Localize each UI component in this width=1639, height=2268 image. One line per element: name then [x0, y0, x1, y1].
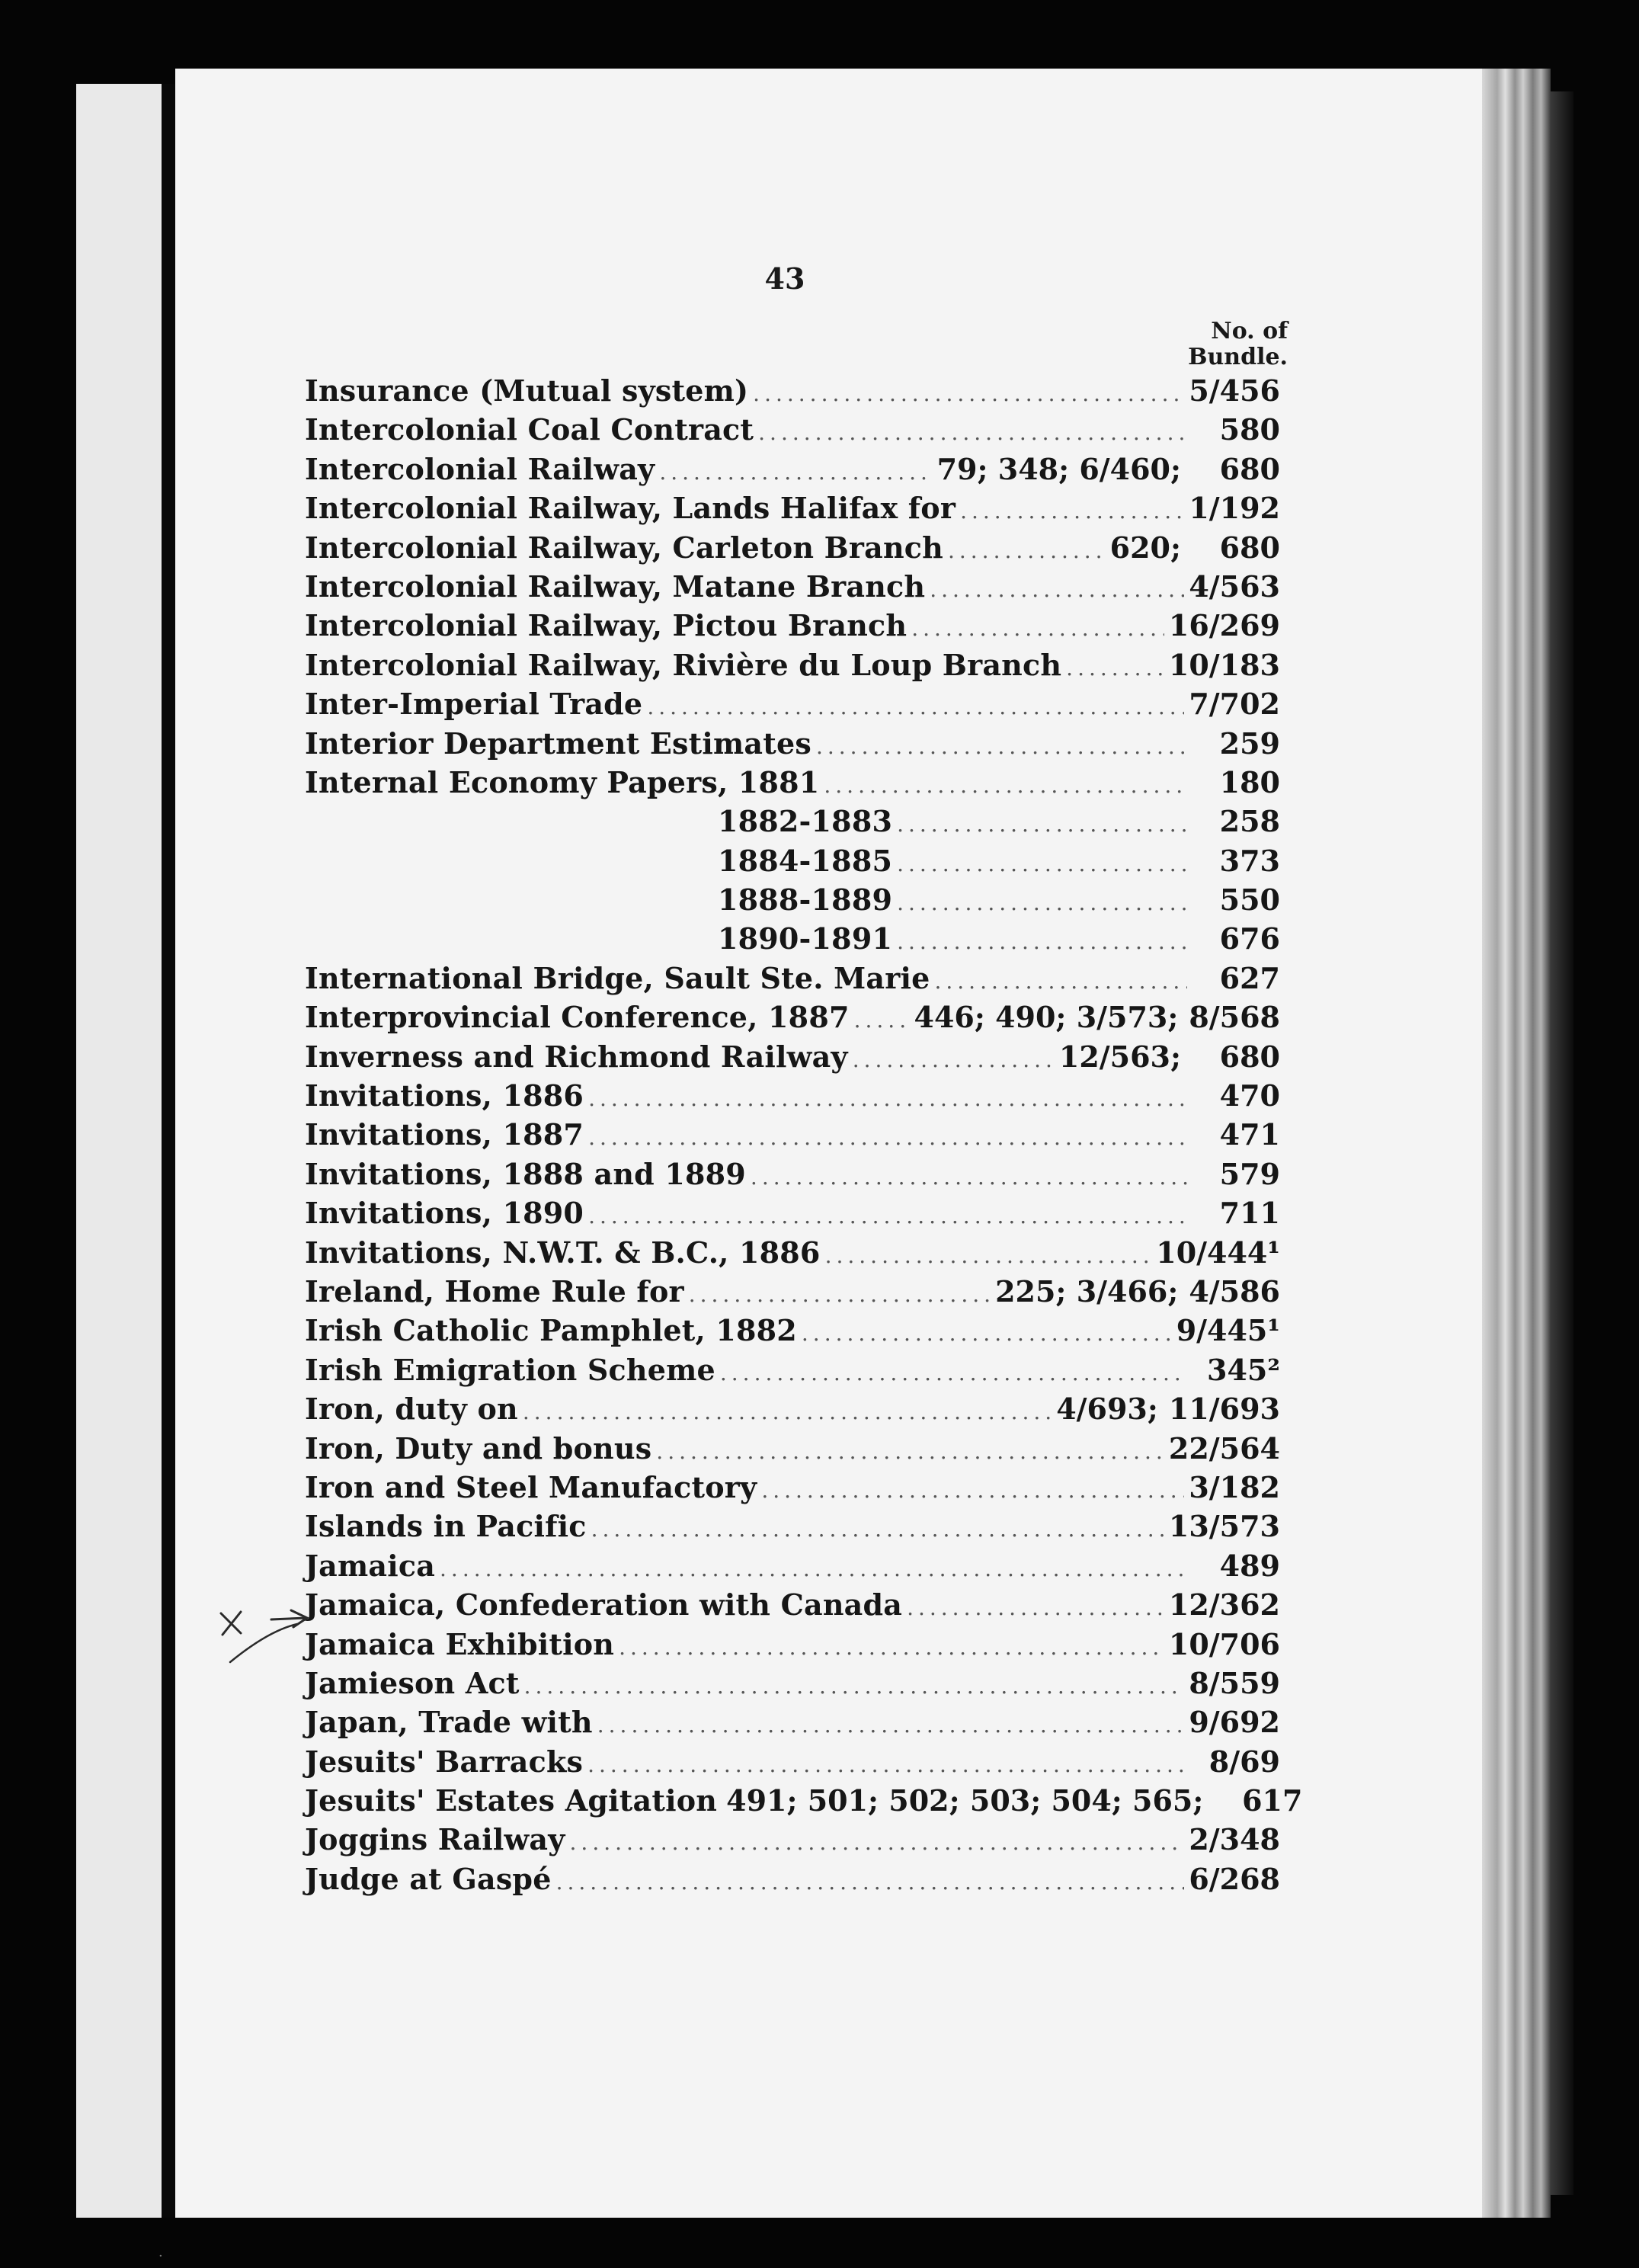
dot-leader	[802, 1321, 1172, 1346]
entry-bundle-number: 12/362	[1168, 1587, 1280, 1623]
entry-bundle-number: 5/456	[1189, 373, 1280, 408]
entry-label: Intercolonial Railway, Rivière du Loup Branch	[305, 647, 1062, 682]
entry-label: Invitations, 1890	[305, 1196, 584, 1231]
entry-bundle-number: 3/182	[1189, 1469, 1280, 1504]
entry-label: Joggins Railway	[305, 1822, 565, 1857]
entry-label: Iron, Duty and bonus	[305, 1430, 652, 1466]
entry-bundle-number: 4/563	[1189, 569, 1280, 604]
entry-label: Inter-Imperial Trade	[305, 687, 643, 722]
entry-label: Iron, duty on	[305, 1392, 518, 1427]
page-stack-edge	[1482, 69, 1551, 2218]
index-entry-list	[305, 373, 1303, 1901]
index-entry	[305, 921, 1280, 960]
index-entry	[305, 373, 1280, 412]
entry-label: Jesuits' Estates Agitation	[305, 1783, 718, 1818]
entry-bundle-number: 489	[1219, 1548, 1280, 1583]
index-entry	[305, 844, 1280, 883]
entry-refs: 620;	[1109, 530, 1181, 565]
index-entry	[305, 1040, 1280, 1078]
entry-label: Intercolonial Railway, Pictou Branch	[305, 608, 908, 643]
entry-bundle-number: 345²	[1207, 1352, 1280, 1387]
index-entry	[305, 608, 1280, 647]
dot-leader	[853, 1047, 1055, 1072]
index-entry	[305, 1744, 1280, 1783]
entry-bundle-number: 4/586	[1189, 1273, 1280, 1309]
entry-bundle-number: 9/692	[1189, 1705, 1280, 1740]
dot-leader	[825, 1243, 1152, 1268]
entry-label: Jamieson Act	[305, 1665, 520, 1700]
dot-leader	[588, 1125, 1187, 1150]
dot-leader	[659, 460, 932, 485]
entry-refs: 491; 501; 502; 503; 504; 565;	[726, 1783, 1204, 1818]
index-entry	[305, 1000, 1280, 1039]
entry-label: 1888-1889	[718, 883, 893, 918]
index-entry	[305, 1313, 1280, 1352]
index-entry	[305, 1549, 1280, 1587]
page-number: 43	[764, 261, 805, 296]
dot-leader	[587, 1752, 1187, 1777]
index-entry	[305, 804, 1280, 843]
entry-bundle-number: 11/693	[1168, 1392, 1280, 1427]
entry-label: Interior Department Estimates	[305, 726, 811, 761]
index-entry	[305, 452, 1280, 491]
index-entry	[305, 1470, 1280, 1509]
entry-bundle-number: 7/702	[1189, 687, 1280, 722]
index-entry	[305, 530, 1280, 569]
index-entry	[305, 569, 1280, 608]
entry-label: Internal Economy Papers, 1881	[305, 764, 820, 799]
entry-label: Insurance (Mutual system)	[305, 373, 749, 408]
entry-bundle-number: 711	[1219, 1196, 1280, 1231]
entry-refs: 12/563;	[1058, 1039, 1181, 1074]
entry-bundle-number: 180	[1219, 764, 1280, 799]
dot-leader	[440, 1556, 1187, 1581]
index-entry	[305, 648, 1280, 687]
dot-leader	[656, 1439, 1164, 1464]
dot-leader	[524, 1674, 1185, 1699]
entry-label: Intercolonial Railway, Carleton Branch	[305, 530, 943, 565]
dot-leader	[591, 1517, 1164, 1542]
index-entry	[305, 1627, 1280, 1666]
handwritten-x-arrow-mark	[215, 1597, 314, 1665]
dot-leader	[619, 1635, 1164, 1660]
entry-label: Invitations, N.W.T. & B.C., 1886	[305, 1235, 821, 1270]
entry-bundle-number: 259	[1219, 726, 1280, 761]
entry-label: 1884-1885	[718, 843, 893, 878]
index-entry	[305, 1783, 1303, 1822]
dot-leader	[523, 1399, 1052, 1424]
dot-leader	[758, 420, 1187, 445]
entry-label: Intercolonial Coal Contract	[305, 412, 754, 447]
entry-bundle-number: 8/69	[1208, 1744, 1280, 1779]
entry-bundle-number: 680	[1219, 1039, 1280, 1074]
entry-label: Japan, Trade with	[305, 1705, 593, 1740]
entry-bundle-number: 258	[1219, 804, 1280, 839]
index-entry	[305, 1353, 1280, 1392]
entry-refs: 225; 3/466;	[995, 1273, 1179, 1309]
dot-leader	[720, 1360, 1187, 1385]
entry-bundle-number: 471	[1219, 1117, 1280, 1152]
index-entry	[305, 1431, 1280, 1470]
entry-label: Jesuits' Barracks	[305, 1744, 584, 1779]
entry-refs: 446; 490; 3/573;	[914, 1000, 1179, 1035]
entry-label: Jamaica Exhibition	[305, 1626, 615, 1661]
entry-label: Invitations, 1888 and 1889	[305, 1156, 746, 1191]
entry-label: Jamaica, Confederation with Canada	[305, 1587, 903, 1623]
entry-bundle-number: 16/269	[1168, 608, 1280, 643]
dot-leader	[934, 969, 1187, 994]
dot-leader	[588, 1203, 1187, 1228]
index-entry	[305, 961, 1280, 1000]
index-entry	[305, 765, 1280, 804]
bundle-column-header-line-1: No. of	[1211, 318, 1288, 344]
index-entry	[305, 1587, 1280, 1626]
entry-refs: 79; 348; 6/460;	[936, 451, 1181, 486]
dot-leader	[761, 1478, 1184, 1503]
index-entry	[305, 412, 1280, 451]
dot-leader	[647, 694, 1184, 719]
entry-label: Intercolonial Railway	[305, 451, 655, 486]
dot-leader	[930, 577, 1184, 602]
entry-bundle-number: 617	[1242, 1783, 1303, 1818]
dot-leader	[751, 1164, 1187, 1190]
dot-leader	[570, 1830, 1185, 1855]
entry-bundle-number: 10/706	[1168, 1626, 1280, 1661]
entry-label: Interprovincial Conference, 1887	[305, 1000, 850, 1035]
dot-leader	[897, 890, 1187, 915]
entry-label: Invitations, 1887	[305, 1117, 584, 1152]
dot-leader	[753, 381, 1184, 406]
facing-page-edge	[76, 84, 162, 2218]
page-stack-shadow	[1551, 91, 1573, 2195]
entry-bundle-number: 680	[1219, 530, 1280, 565]
entry-bundle-number: 580	[1219, 412, 1280, 447]
entry-bundle-number: 8/568	[1189, 1000, 1280, 1035]
entry-bundle-number: 579	[1219, 1156, 1280, 1191]
dot-leader	[1066, 655, 1164, 681]
entry-label: Judge at Gaspé	[305, 1861, 552, 1896]
index-entry	[305, 687, 1280, 726]
index-entry	[305, 883, 1280, 921]
dot-leader	[897, 812, 1187, 837]
index-entry	[305, 1196, 1280, 1235]
index-entry	[305, 1157, 1280, 1196]
entry-label: 1882-1883	[718, 804, 893, 839]
index-entry	[305, 491, 1280, 530]
entry-bundle-number: 373	[1219, 843, 1280, 878]
entry-label: International Bridge, Sault Ste. Marie	[305, 960, 930, 995]
entry-bundle-number: 680	[1219, 451, 1280, 486]
entry-label: Inverness and Richmond Railway	[305, 1039, 848, 1074]
entry-label: Islands in Pacific	[305, 1509, 587, 1544]
dot-leader	[556, 1869, 1185, 1895]
entry-label: Irish Catholic Pamphlet, 1882	[305, 1313, 797, 1348]
dot-leader	[897, 851, 1187, 876]
index-entry	[305, 1274, 1280, 1313]
dot-leader	[854, 1007, 910, 1033]
dot-leader	[588, 1086, 1187, 1111]
dot-leader	[824, 773, 1187, 798]
index-entry	[305, 1862, 1280, 1901]
entry-bundle-number: 8/559	[1189, 1665, 1280, 1700]
index-entry	[305, 1078, 1280, 1117]
dot-leader	[597, 1712, 1185, 1738]
index-entry	[305, 1705, 1280, 1744]
entry-bundle-number: 2/348	[1189, 1822, 1280, 1857]
dot-leader	[960, 498, 1184, 524]
entry-label: Intercolonial Railway, Lands Halifax for	[305, 491, 956, 526]
entry-bundle-number: 1/192	[1189, 491, 1280, 526]
entry-label: Jamaica	[305, 1548, 436, 1583]
entry-label: 1890-1891	[718, 921, 893, 956]
index-entry	[305, 1117, 1280, 1156]
entry-bundle-number: 470	[1219, 1078, 1280, 1113]
entry-label: Iron and Steel Manufactory	[305, 1469, 757, 1504]
bundle-column-header	[1135, 319, 1288, 370]
dot-leader	[897, 929, 1187, 954]
entry-label: Intercolonial Railway, Matane Branch	[305, 569, 926, 604]
dot-leader	[907, 1595, 1164, 1620]
dot-leader	[689, 1282, 991, 1307]
entry-label: Irish Emigration Scheme	[305, 1352, 715, 1387]
scan-speck	[158, 2248, 169, 2256]
entry-refs: 4/693;	[1056, 1392, 1158, 1427]
dot-leader	[948, 538, 1106, 563]
entry-bundle-number: 10/444¹	[1156, 1235, 1280, 1270]
index-entry	[305, 1822, 1280, 1861]
entry-label: Invitations, 1886	[305, 1078, 584, 1113]
entry-bundle-number: 22/564	[1168, 1430, 1280, 1466]
entry-bundle-number: 10/183	[1168, 647, 1280, 682]
entry-bundle-number: 676	[1219, 921, 1280, 956]
index-entry	[305, 1509, 1280, 1548]
entry-bundle-number: 9/445¹	[1176, 1313, 1280, 1348]
index-entry	[305, 1235, 1280, 1274]
bundle-column-header-line-2: Bundle.	[1188, 344, 1288, 370]
entry-bundle-number: 6/268	[1189, 1861, 1280, 1896]
index-entry	[305, 1392, 1280, 1430]
binding-gutter	[162, 84, 175, 2218]
dot-leader	[911, 616, 1164, 641]
index-entry	[305, 1666, 1280, 1705]
entry-bundle-number: 550	[1219, 883, 1280, 918]
entry-bundle-number: 13/573	[1168, 1509, 1280, 1544]
dot-leader	[816, 734, 1187, 759]
entry-label: Ireland, Home Rule for	[305, 1273, 684, 1309]
entry-bundle-number: 627	[1219, 960, 1280, 995]
index-entry	[305, 726, 1280, 765]
